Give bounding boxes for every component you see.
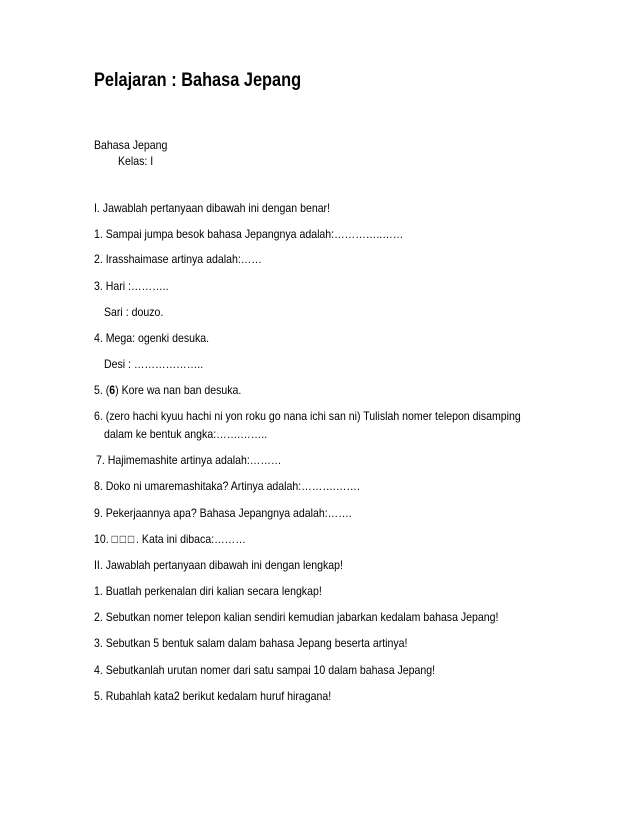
question-10-characters: □□□ [111,532,137,546]
question-4-dialog: Desi : ……………….. [104,357,204,371]
question-5-number: 6 [109,383,116,397]
question-3: 3. Hari :……….. [94,279,169,293]
question-3-dialog: Sari : douzo. [104,305,164,319]
question-8: 8. Doko ni umaremashitaka? Artinya adalah:……….……. [94,479,360,493]
essay-question-4: 4. Sebutkanlah urutan nomer dari satu sampai 10 dalam bahasa Jepang! [94,663,436,677]
question-5 [94,383,241,397]
question-2: 2. Irasshaimase artinya adalah:…… [94,252,262,266]
question-9: 9. Pekerjaannya apa? Bahasa Jepangnya adalah:……. [94,506,352,520]
question-10-text: . Kata ini dibaca:……… [136,532,246,546]
class-label: Kelas: I [118,154,154,168]
section1-heading: I. Jawablah pertanyaan dibawah ini dengan benar! [94,201,331,215]
subject-label: Bahasa Jepang [94,138,168,152]
question-5-text: ) Kore wa nan ban desuka. [115,383,242,397]
question-10 [94,532,246,546]
essay-question-2: 2. Sebutkan nomer telepon kalian sendiri kemudian jabarkan kedalam bahasa Jepang! [94,610,499,624]
essay-question-5: 5. Rubahlah kata2 berikut kedalam huruf hiragana! [94,689,332,703]
question-7: 7. Hajimemashite artinya adalah:……… [96,453,282,467]
essay-question-3: 3. Sebutkan 5 bentuk salam dalam bahasa Jepang beserta artinya! [94,636,408,650]
question-10-prefix: 10. [94,532,109,546]
question-6-continued: dalam ke bentuk angka:…….…….. [104,427,268,441]
question-6: 6. (zero hachi kyuu hachi ni yon roku go nana ichi san ni) Tulislah nomer telepon disamping [94,409,521,423]
page-title: Pelajaran : Bahasa Jepang [94,70,302,91]
section2-heading: II. Jawablah pertanyaan dibawah ini dengan lengkap! [94,558,343,572]
question-4: 4. Mega: ogenki desuka. [94,331,210,345]
question-1: 1. Sampai jumpa besok bahasa Jepangnya adalah:…………..…… [94,227,404,241]
question-5-prefix: 5. ( [94,383,110,397]
essay-question-1: 1. Buatlah perkenalan diri kalian secara lengkap! [94,584,322,598]
